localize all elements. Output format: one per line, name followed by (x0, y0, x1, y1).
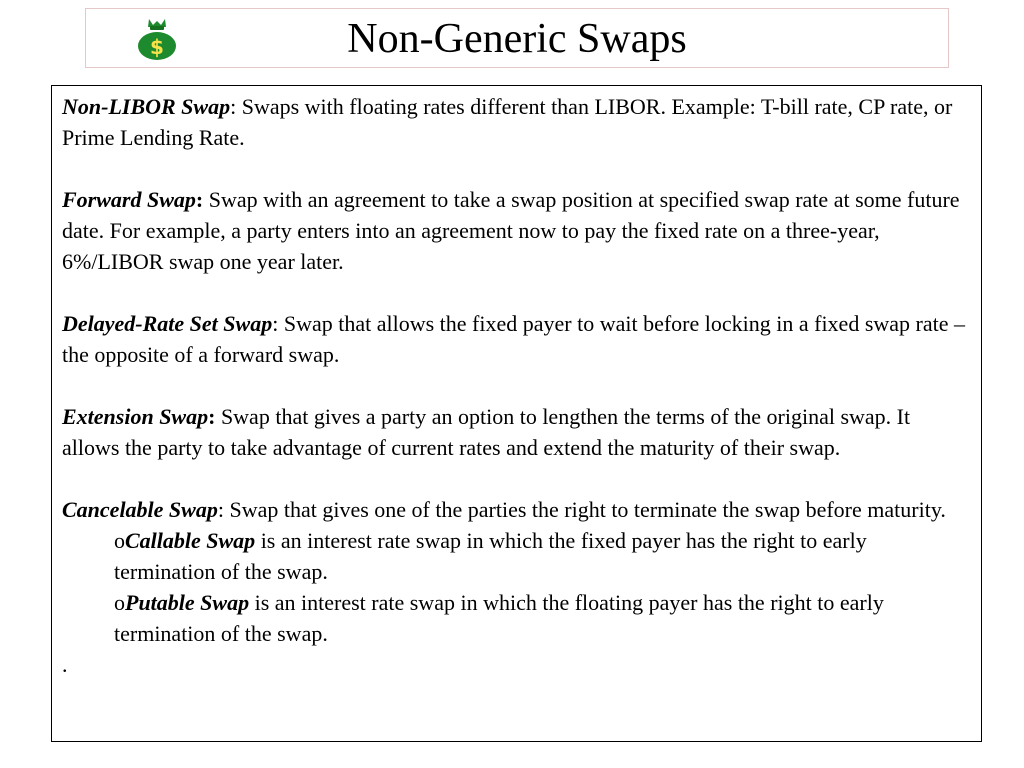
term-label: Callable Swap (125, 528, 256, 553)
definition-text: Swaps with floating rates different than LIBOR. Example: T-bill rate, CP rate, or Prime Lending Rate. (62, 94, 953, 150)
sub-item-callable-swap (62, 525, 967, 587)
bullet-marker: o (114, 528, 125, 553)
term-label: Forward Swap (62, 187, 196, 212)
definition-text: Swap that gives a party an option to lengthen the terms of the original swap. It allows the party to take advantage of current rates and extend the maturity of their swap. (62, 404, 911, 460)
definition-extension-swap: Extension Swap: Swap that gives a party an option to lengthen the terms of the original swap. It allows the party to take advantage of current rates and extend the maturity of their swap. (62, 404, 911, 460)
definition-delayed-rate-set-swap: Delayed-Rate Set Swap: Swap that allows the fixed payer to wait before locking in a fixed swap rate – the opposite of a forward swap. (62, 311, 966, 367)
trailing-period: . (62, 652, 68, 677)
definitions-box (51, 85, 982, 742)
definition-text: Swap with an agreement to take a swap position at specified swap rate at some future date. For example, a party enters into an agreement now to pay the fixed rate on a three-year, 6%/LIBOR swap one year later. (62, 187, 960, 274)
svg-text:$: $ (150, 35, 164, 59)
definition-cancelable-swap: Cancelable Swap: Swap that gives one of the parties the right to terminate the swap before maturity. (62, 497, 946, 522)
term-label: Extension Swap (62, 404, 209, 429)
term-label: Non-LIBOR Swap (62, 94, 231, 119)
definition-forward-swap: Forward Swap: Swap with an agreement to take a swap position at specified swap rate at some future date. For example, a party enters into an agreement now to pay the fixed rate on a three-year, 6%/LIBOR swap one year later. (62, 187, 960, 274)
sub-item-putable-swap (62, 587, 967, 649)
definition-non-libor-swap: Non-LIBOR Swap: Swaps with floating rates different than LIBOR. Example: T-bill rate, CP rate, or Prime Lending Rate. (62, 94, 953, 150)
term-label: Cancelable Swap (62, 497, 218, 522)
definition-text: Swap that allows the fixed payer to wait before locking in a fixed swap rate – the opposite of a forward swap. (62, 311, 966, 367)
title-bar (85, 8, 949, 68)
definition-text: is an interest rate swap in which the floating payer has the right to early termination of the swap. (114, 590, 884, 646)
term-label: Putable Swap (125, 590, 250, 615)
slide-title: Non-Generic Swaps (347, 16, 687, 62)
definition-text: is an interest rate swap in which the fixed payer has the right to early termination of the swap. (114, 528, 867, 584)
term-label: Delayed-Rate Set Swap (62, 311, 273, 336)
bullet-marker: o (114, 590, 125, 615)
definition-text: Swap that gives one of the parties the right to terminate the swap before maturity. (229, 497, 946, 522)
